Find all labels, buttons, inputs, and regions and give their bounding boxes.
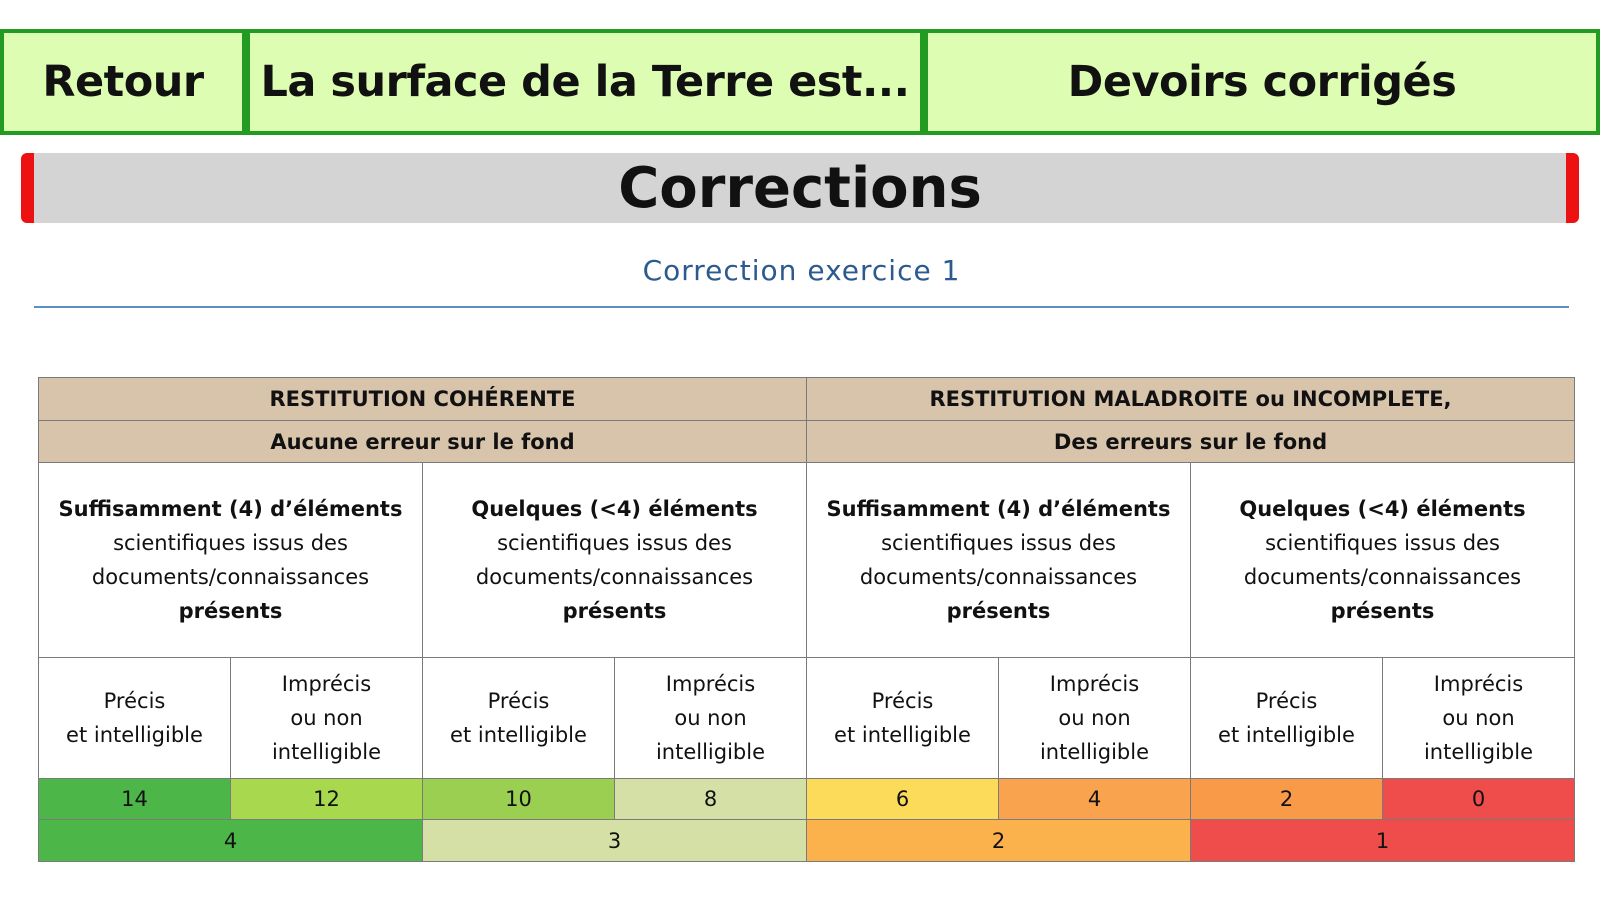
header-coherent-title: RESTITUTION COHÉRENTE [39, 378, 807, 421]
description-cell [423, 463, 807, 658]
description-body: scientifiques issus des documents/connaissances [859, 531, 1138, 590]
level-cell: 1 [1191, 820, 1575, 862]
criterion-text: Imprécis [281, 671, 372, 696]
grading-grid [38, 377, 1575, 862]
lesson-title-label: La surface de la Terre est... [260, 57, 910, 107]
description-cell [807, 463, 1191, 658]
criterion-text: intelligible [271, 739, 382, 764]
score-cell: 8 [615, 778, 807, 820]
criterion-text: ou non [290, 705, 363, 730]
level-cell: 2 [807, 820, 1191, 862]
criterion-text: intelligible [655, 739, 766, 764]
criterion-text: ou non [674, 705, 747, 730]
description-body: scientifiques issus des documents/connaissances [475, 531, 754, 590]
level-cell: 3 [423, 820, 807, 862]
score-cell: 4 [999, 778, 1191, 820]
criterion-text: intelligible [1039, 739, 1150, 764]
criterion-text: ou non [1442, 705, 1515, 730]
criterion-text: Imprécis [1049, 671, 1140, 696]
description-tail: présents [946, 599, 1051, 624]
devoirs-corriges-label: Devoirs corrigés [1067, 57, 1457, 107]
description-lead: Suffisamment (4) d’éléments [826, 497, 1171, 522]
criterion-cell [615, 657, 807, 778]
level-cell: 4 [39, 820, 423, 862]
description-lead: Quelques (<4) éléments [1239, 497, 1526, 522]
devoirs-corriges-button[interactable] [924, 29, 1600, 135]
description-body: scientifiques issus des documents/connaissances [91, 531, 370, 590]
criterion-text: et intelligible [834, 722, 971, 747]
criterion-text: ou non [1058, 705, 1131, 730]
criterion-text: Précis [103, 688, 166, 713]
score-cell: 10 [423, 778, 615, 820]
criterion-cell [423, 657, 615, 778]
description-lead: Quelques (<4) éléments [471, 497, 758, 522]
description-tail: présents [178, 599, 283, 624]
score-cell: 2 [1191, 778, 1383, 820]
criterion-text: et intelligible [1218, 722, 1355, 747]
criterion-text: et intelligible [450, 722, 587, 747]
score-cell: 6 [807, 778, 999, 820]
exercise-subtitle: Correction exercice 1 [642, 254, 961, 287]
description-body: scientifiques issus des documents/connaissances [1243, 531, 1522, 590]
lesson-title-button[interactable] [246, 29, 924, 135]
header-maladroite-subtitle: Des erreurs sur le fond [807, 420, 1575, 463]
score-cell: 12 [231, 778, 423, 820]
score-cell: 14 [39, 778, 231, 820]
criterion-cell [807, 657, 999, 778]
back-button-label: Retour [42, 57, 204, 107]
criterion-cell [39, 657, 231, 778]
description-cell [1191, 463, 1575, 658]
back-button[interactable] [0, 29, 246, 135]
criterion-text: Précis [1255, 688, 1318, 713]
header-maladroite-title: RESTITUTION MALADROITE ou INCOMPLETE, [807, 378, 1575, 421]
criterion-text: intelligible [1423, 739, 1534, 764]
description-tail: présents [1330, 599, 1435, 624]
criterion-cell [231, 657, 423, 778]
criterion-cell [1383, 657, 1575, 778]
score-cell: 0 [1383, 778, 1575, 820]
criterion-text: Précis [487, 688, 550, 713]
subtitle-divider [34, 306, 1569, 308]
criterion-text: Imprécis [1433, 671, 1524, 696]
description-cell [39, 463, 423, 658]
criterion-text: et intelligible [66, 722, 203, 747]
description-lead: Suffisamment (4) d’éléments [58, 497, 403, 522]
criterion-cell [999, 657, 1191, 778]
criterion-text: Imprécis [665, 671, 756, 696]
description-tail: présents [562, 599, 667, 624]
criterion-text: Précis [871, 688, 934, 713]
header-coherent-subtitle: Aucune erreur sur le fond [39, 420, 807, 463]
section-title: Corrections [618, 155, 982, 221]
criterion-cell [1191, 657, 1383, 778]
section-title-bar [21, 153, 1579, 223]
